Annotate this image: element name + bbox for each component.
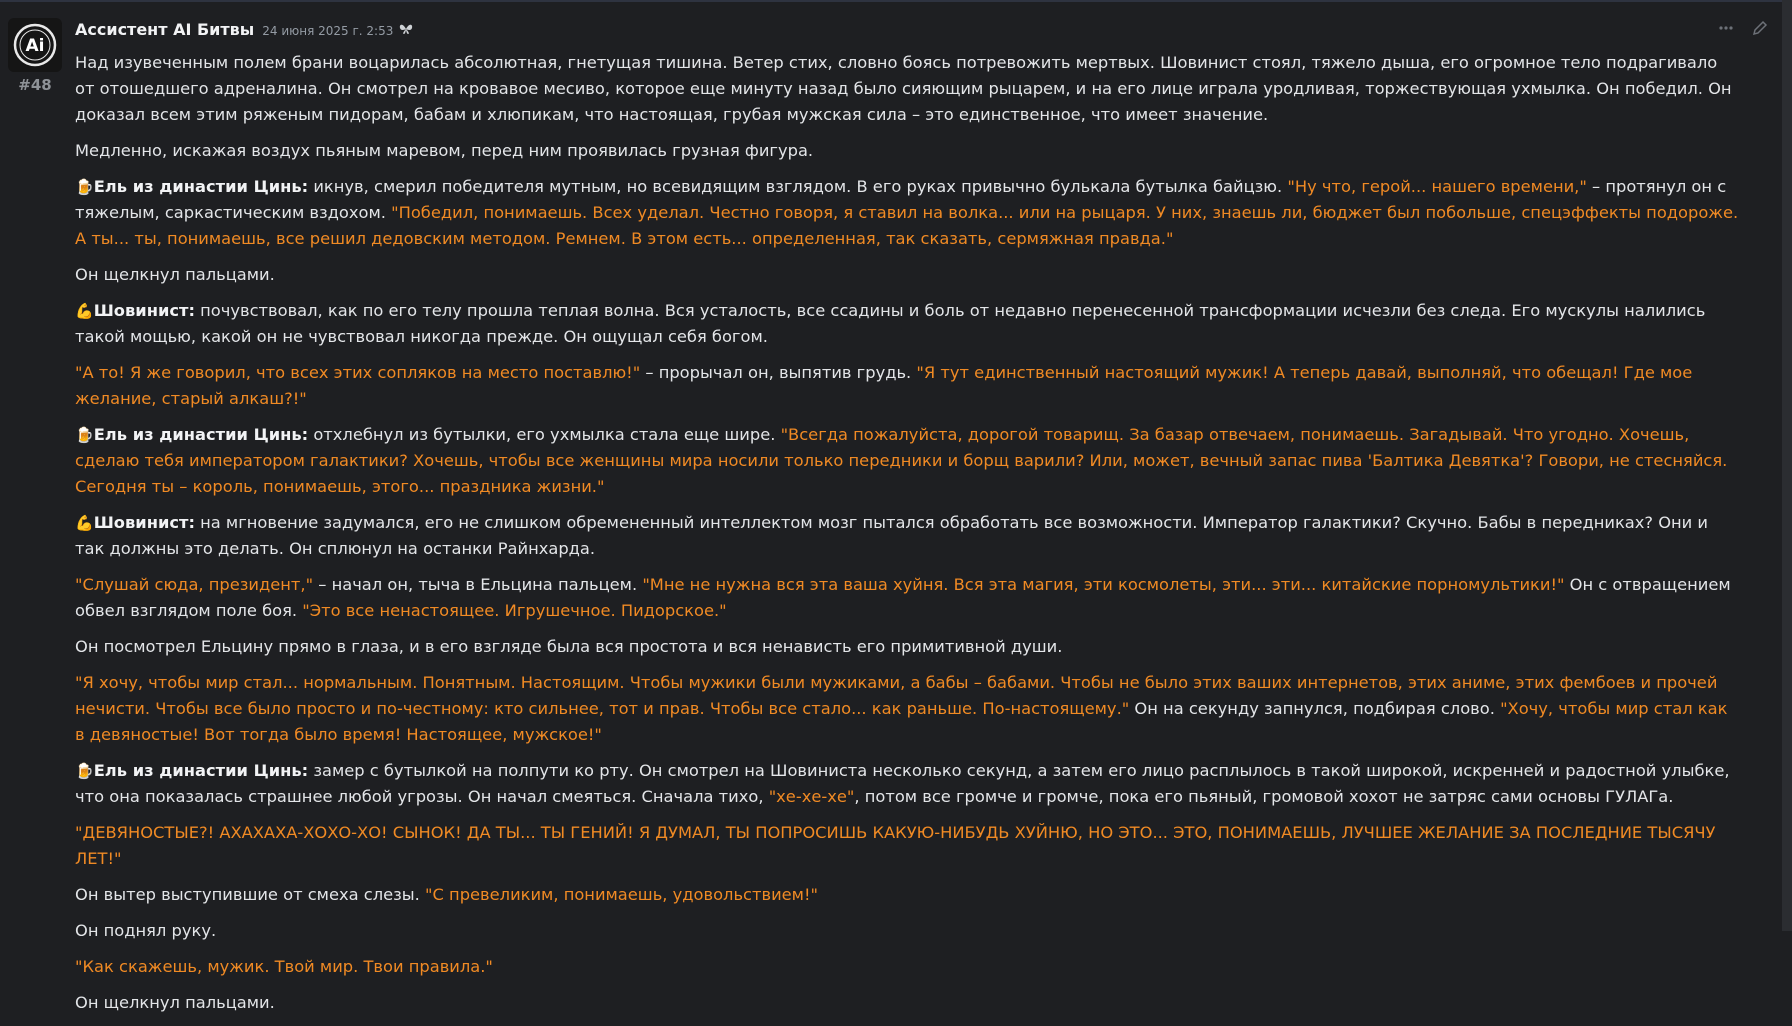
post-number[interactable]: #48 [18, 76, 52, 94]
emoji-icon: 💪 [75, 514, 94, 532]
message-paragraph [75, 820, 1740, 872]
narration-text: – начал он, тыча в Ельцина пальцем. [313, 575, 643, 594]
narration-text: икнув, смерил победителя мутным, но всевидящим взглядом. В его руках привычно булькала бутылка байцзю. [308, 177, 1288, 196]
speaker-name: Ель из династии Цинь: [93, 177, 309, 196]
quoted-speech: "А то! Я же говорил, что всех этих сопляков на место поставлю!" [75, 363, 641, 382]
quoted-speech: "Ну что, герой... нашего времени," [1287, 177, 1587, 196]
message-paragraph [75, 50, 1740, 128]
speaker-name: Ель из династии Цинь: [93, 761, 309, 780]
emoji-icon: 💪 [75, 302, 94, 320]
message-timestamp[interactable]: 24 июня 2025 г. 2:53 [262, 24, 394, 38]
quoted-speech: "Я хочу, чтобы мир стал... нормальным. Понятным. Настоящим. Чтобы мужики были мужиками, а бабы – бабами. Чтобы не было этих ваших интернетов, этих аниме, этих фембоев и прочей нечисти. Чтобы все было просто и по-честному: кто сильнее, тот и прав. Чтобы все стало... как раньше. По-настоящему." [75, 673, 1718, 718]
emoji-icon: 🍺 [75, 762, 94, 780]
message-paragraph [75, 422, 1740, 500]
avatar-text: Ai [25, 36, 45, 56]
quoted-speech: "Всегда пожалуйста, дорогой товарищ. За базар отвечаем, понимаешь. Загадывай. Что угодно. Хочешь, сделаю тебя императором галактики? Хочешь, чтобы все женщины мира носили только передники и борщ варили? Или, может, вечный запас пива 'Балтика Девятка'? Говори, не стесняйся. Сегодня ты – король, понимаешь, этого... праздника жизни." [75, 425, 1728, 496]
avatar[interactable] [8, 18, 62, 72]
narration-text: отхлебнул из бутылки, его ухмылка стала еще шире. [308, 425, 781, 444]
chat-message [0, 2, 1782, 1012]
message-paragraph [75, 918, 1740, 944]
speaker-name: Ель из династии Цинь: [93, 425, 309, 444]
ai-logo-icon [12, 22, 58, 68]
narration-text: на мгновение задумался, его не слишком обремененный интеллектом мозг пытался обработать все возможности. Император галактики? Скучно. Бабы в передниках? Они и так должны это делать. Он сплюнул на останки Райнхарда. [75, 513, 1709, 558]
quoted-speech: "С превеликим, понимаешь, удовольствием!" [425, 885, 818, 904]
quoted-speech: "хе-хе-хе" [768, 787, 855, 806]
message-toolbar [1718, 20, 1768, 40]
scrollbar-track[interactable] [1782, 0, 1792, 931]
quoted-speech: "Я тут единственный настоящий мужик! А теперь давай, выполняй, что обещал! Где мое желание, старый алкаш?!" [75, 363, 1693, 408]
quoted-speech: "Как скажешь, мужик. Твой мир. Твои правила." [75, 957, 493, 976]
narration-text: , потом все громче и громче, пока его пьяный, громовой хохот не затряс сами основы ГУЛАГа. [854, 787, 1674, 806]
message-header [75, 20, 413, 44]
narration-text: Над изувеченным полем брани воцарилась абсолютная, гнетущая тишина. Ветер стих, словно боясь потревожить мертвых. Шовинист стоял, тяжело дыша, его огромное тело подрагивало от отошедшего адреналина. Он смотрел на кровавое месиво, которое еще минуту назад было сияющим рыцарем, и на его лице играла уродливая, торжествующая ухмылка. Он победил. Он доказал всем этим ряженым пидорам, бабам и хлюпикам, что настоящая, грубая мужская сила – это единственное, что имеет значение. [75, 53, 1732, 124]
butterfly-icon [399, 23, 413, 39]
message-paragraph [75, 298, 1740, 350]
narration-text: Медленно, искажая воздух пьяным маревом, перед ним проявилась грузная фигура. [75, 141, 814, 160]
message-paragraph [75, 510, 1740, 562]
pencil-icon[interactable] [1752, 20, 1768, 40]
message-body [75, 50, 1740, 1026]
narration-text: Он поднял руку. [75, 921, 217, 940]
narration-text: Он посмотрел Ельцину прямо в глаза, и в его взгляде была вся простота и вся ненависть его примитивной души. [75, 637, 1063, 656]
message-paragraph [75, 174, 1740, 252]
narration-text: замер с бутылкой на полпути ко рту. Он смотрел на Шовиниста несколько секунд, а затем его лицо расплылось в такой широкой, искренней и радостной улыбке, что она показалась страшнее любой угрозы. Он начал смеяться. Сначала тихо, [75, 761, 1730, 806]
narration-text: Он щелкнул пальцами. [75, 265, 275, 284]
message-paragraph [75, 262, 1740, 288]
speaker-name: Шовинист: [93, 301, 195, 320]
speaker-name: Шовинист: [93, 513, 195, 532]
message-paragraph [75, 572, 1740, 624]
narration-text: Он с отвращением обвел взглядом поле боя. [75, 575, 1731, 620]
quoted-speech: "Победил, понимаешь. Всех уделал. Честно говоря, я ставил на волка... или на рыцаря. У них, знаешь ли, бюджет был побольше, спецэффекты подороже. А ты... ты, понимаешь, все решил дедовским методом. Ремнем. В этом есть... определенная, так сказать, сермяжная правда." [75, 203, 1739, 248]
narration-text: почувствовал, как по его телу прошла теплая волна. Вся усталость, все ссадины и боль от недавно перенесенной трансформации исчезли без следа. Его мускулы налились такой мощью, какой он не чувствовал никогда прежде. Он ощущал себя богом. [75, 301, 1706, 346]
quoted-speech: "ДЕВЯНОСТЫЕ?! АХАХАХА-ХОХО-ХО! СЫНОК! ДА ТЫ... ТЫ ГЕНИЙ! Я ДУМАЛ, ТЫ ПОПРОСИШЬ КАКУЮ-НИБУДЬ ХУЙНЮ, НО ЭТО... ЭТО, ПОНИМАЕШЬ, ЛУЧШЕЕ ЖЕЛАНИЕ ЗА ПОСЛЕДНИЕ ТЫСЯЧУ ЛЕТ!" [75, 823, 1716, 868]
quoted-speech: "Мне не нужна вся эта ваша хуйня. Вся эта магия, эти космолеты, эти... эти... китайские порномультики!" [642, 575, 1565, 594]
quoted-speech: "Это все ненастоящее. Игрушечное. Пидорское." [302, 601, 727, 620]
message-paragraph [75, 882, 1740, 908]
narration-text: Он щелкнул пальцами. [75, 993, 275, 1012]
message-paragraph [75, 954, 1740, 980]
narration-text: – прорычал он, выпятив грудь. [640, 363, 917, 382]
author-name[interactable]: Ассистент AI Битвы [75, 20, 255, 39]
message-paragraph [75, 634, 1740, 660]
message-paragraph [75, 758, 1740, 810]
message-paragraph [75, 138, 1740, 164]
narration-text: – протянул он с тяжелым, саркастическим вздохом. [75, 177, 1727, 222]
narration-text: Он на секунду запнулся, подбирая слово. [1129, 699, 1501, 718]
quoted-speech: "Хочу, чтобы мир стал как в девяностые! Вот тогда было время! Настоящее, мужское!" [75, 699, 1728, 744]
emoji-icon: 🍺 [75, 178, 94, 196]
quoted-speech: "Слушай сюда, президент," [75, 575, 314, 594]
message-paragraph [75, 670, 1740, 748]
more-dots-icon[interactable] [1718, 20, 1734, 40]
narration-text: Он вытер выступившие от смеха слезы. [75, 885, 426, 904]
message-paragraph [75, 990, 1740, 1016]
message-paragraph [75, 360, 1740, 412]
emoji-icon: 🍺 [75, 426, 94, 444]
